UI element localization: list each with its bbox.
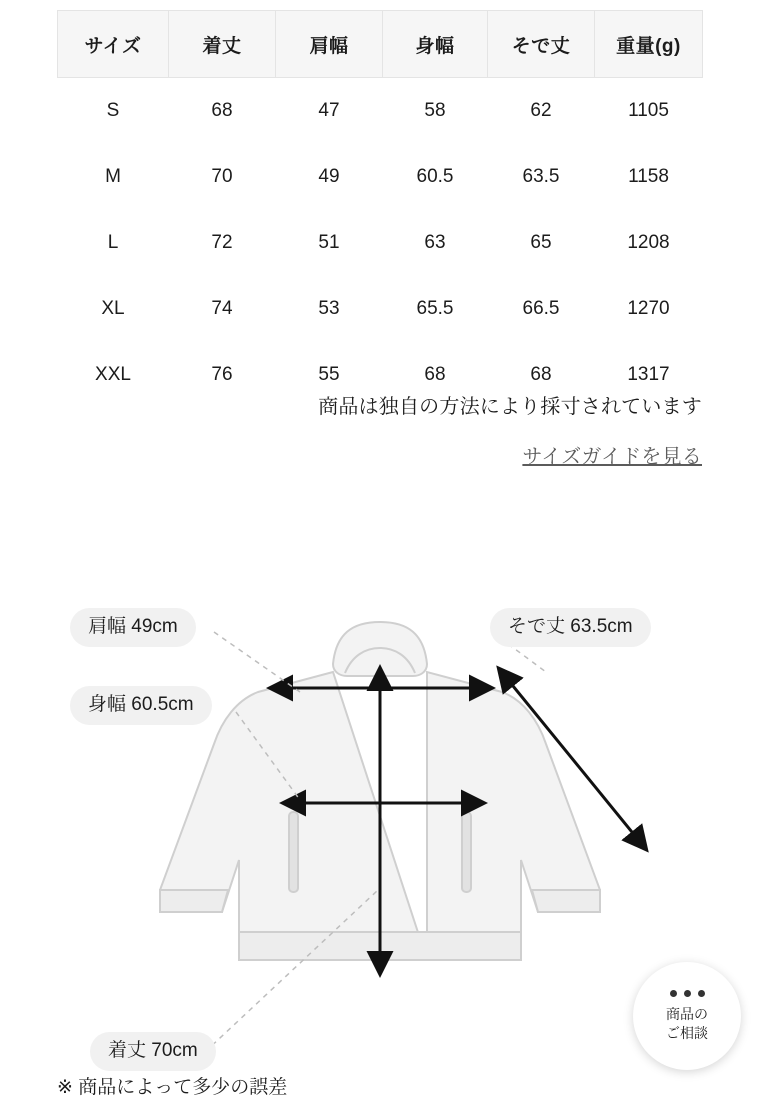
table-cell: 68 [211, 100, 233, 121]
table-cell: 55 [318, 364, 340, 385]
table-row [58, 210, 703, 276]
table-row [58, 276, 703, 342]
table-cell: L [107, 232, 119, 253]
consult-label [666, 1005, 708, 1043]
table-cell: 1270 [627, 298, 670, 319]
table-cell: 65 [530, 232, 552, 253]
measurement-note: 商品は独自の方法により採寸されています [318, 396, 702, 418]
table-cell: 72 [211, 232, 233, 253]
table-cell: 70 [211, 166, 233, 187]
table-cell: 49 [318, 166, 340, 187]
table-cell: XXL [95, 364, 131, 385]
consult-label-line2: ご相談 [666, 1024, 708, 1041]
table-cell: 62 [530, 100, 552, 121]
label-chest-width: 身幅 60.5cm [70, 686, 212, 725]
table-cell: 47 [318, 100, 340, 121]
table-cell: 1317 [627, 364, 670, 385]
size-guide-link[interactable]: サイズガイドを見る [522, 446, 702, 468]
table-header-cell: サイズ [58, 11, 169, 78]
table-cell: 66.5 [522, 298, 560, 319]
table-cell: 51 [318, 232, 340, 253]
table-cell: 76 [211, 364, 233, 385]
table-cell: 63.5 [522, 166, 560, 187]
table-cell: 63 [424, 232, 446, 253]
table-cell: 58 [424, 100, 446, 121]
table-header-cell: 重量(g) [595, 11, 703, 78]
shoulder-leader-line [214, 632, 300, 692]
size-table [57, 10, 703, 408]
table-cell: 1208 [627, 232, 670, 253]
consult-label-line1: 商品の [666, 1005, 708, 1022]
table-header-cell: そで丈 [488, 11, 595, 78]
table-cell: XL [101, 298, 125, 319]
table-header-cell: 着丈 [169, 11, 276, 78]
table-row [58, 78, 703, 145]
table-header-cell: 身幅 [383, 11, 488, 78]
table-cell: 53 [318, 298, 340, 319]
table-cell: 68 [530, 364, 552, 385]
label-body-length: 着丈 70cm [90, 1032, 216, 1071]
table-cell: 60.5 [416, 166, 454, 187]
table-row [58, 144, 703, 210]
table-cell: 68 [424, 364, 446, 385]
table-cell: 65.5 [416, 298, 454, 319]
table-cell: S [106, 100, 120, 121]
size-table-container [57, 10, 702, 408]
table-header-cell: 肩幅 [276, 11, 383, 78]
bottom-cutoff-text: ※ 商品によって多少の誤差 [57, 1077, 288, 1098]
table-cell: 1158 [628, 166, 669, 187]
label-sleeve-length: そで丈 63.5cm [490, 608, 651, 647]
table-cell: M [105, 166, 121, 187]
table-header-row [58, 11, 703, 78]
consult-floating-button[interactable] [633, 962, 741, 1070]
table-cell: 74 [211, 298, 233, 319]
label-shoulder-width: 肩幅 49cm [70, 608, 196, 647]
three-dots-icon [670, 990, 705, 997]
table-cell: 1105 [628, 100, 669, 121]
